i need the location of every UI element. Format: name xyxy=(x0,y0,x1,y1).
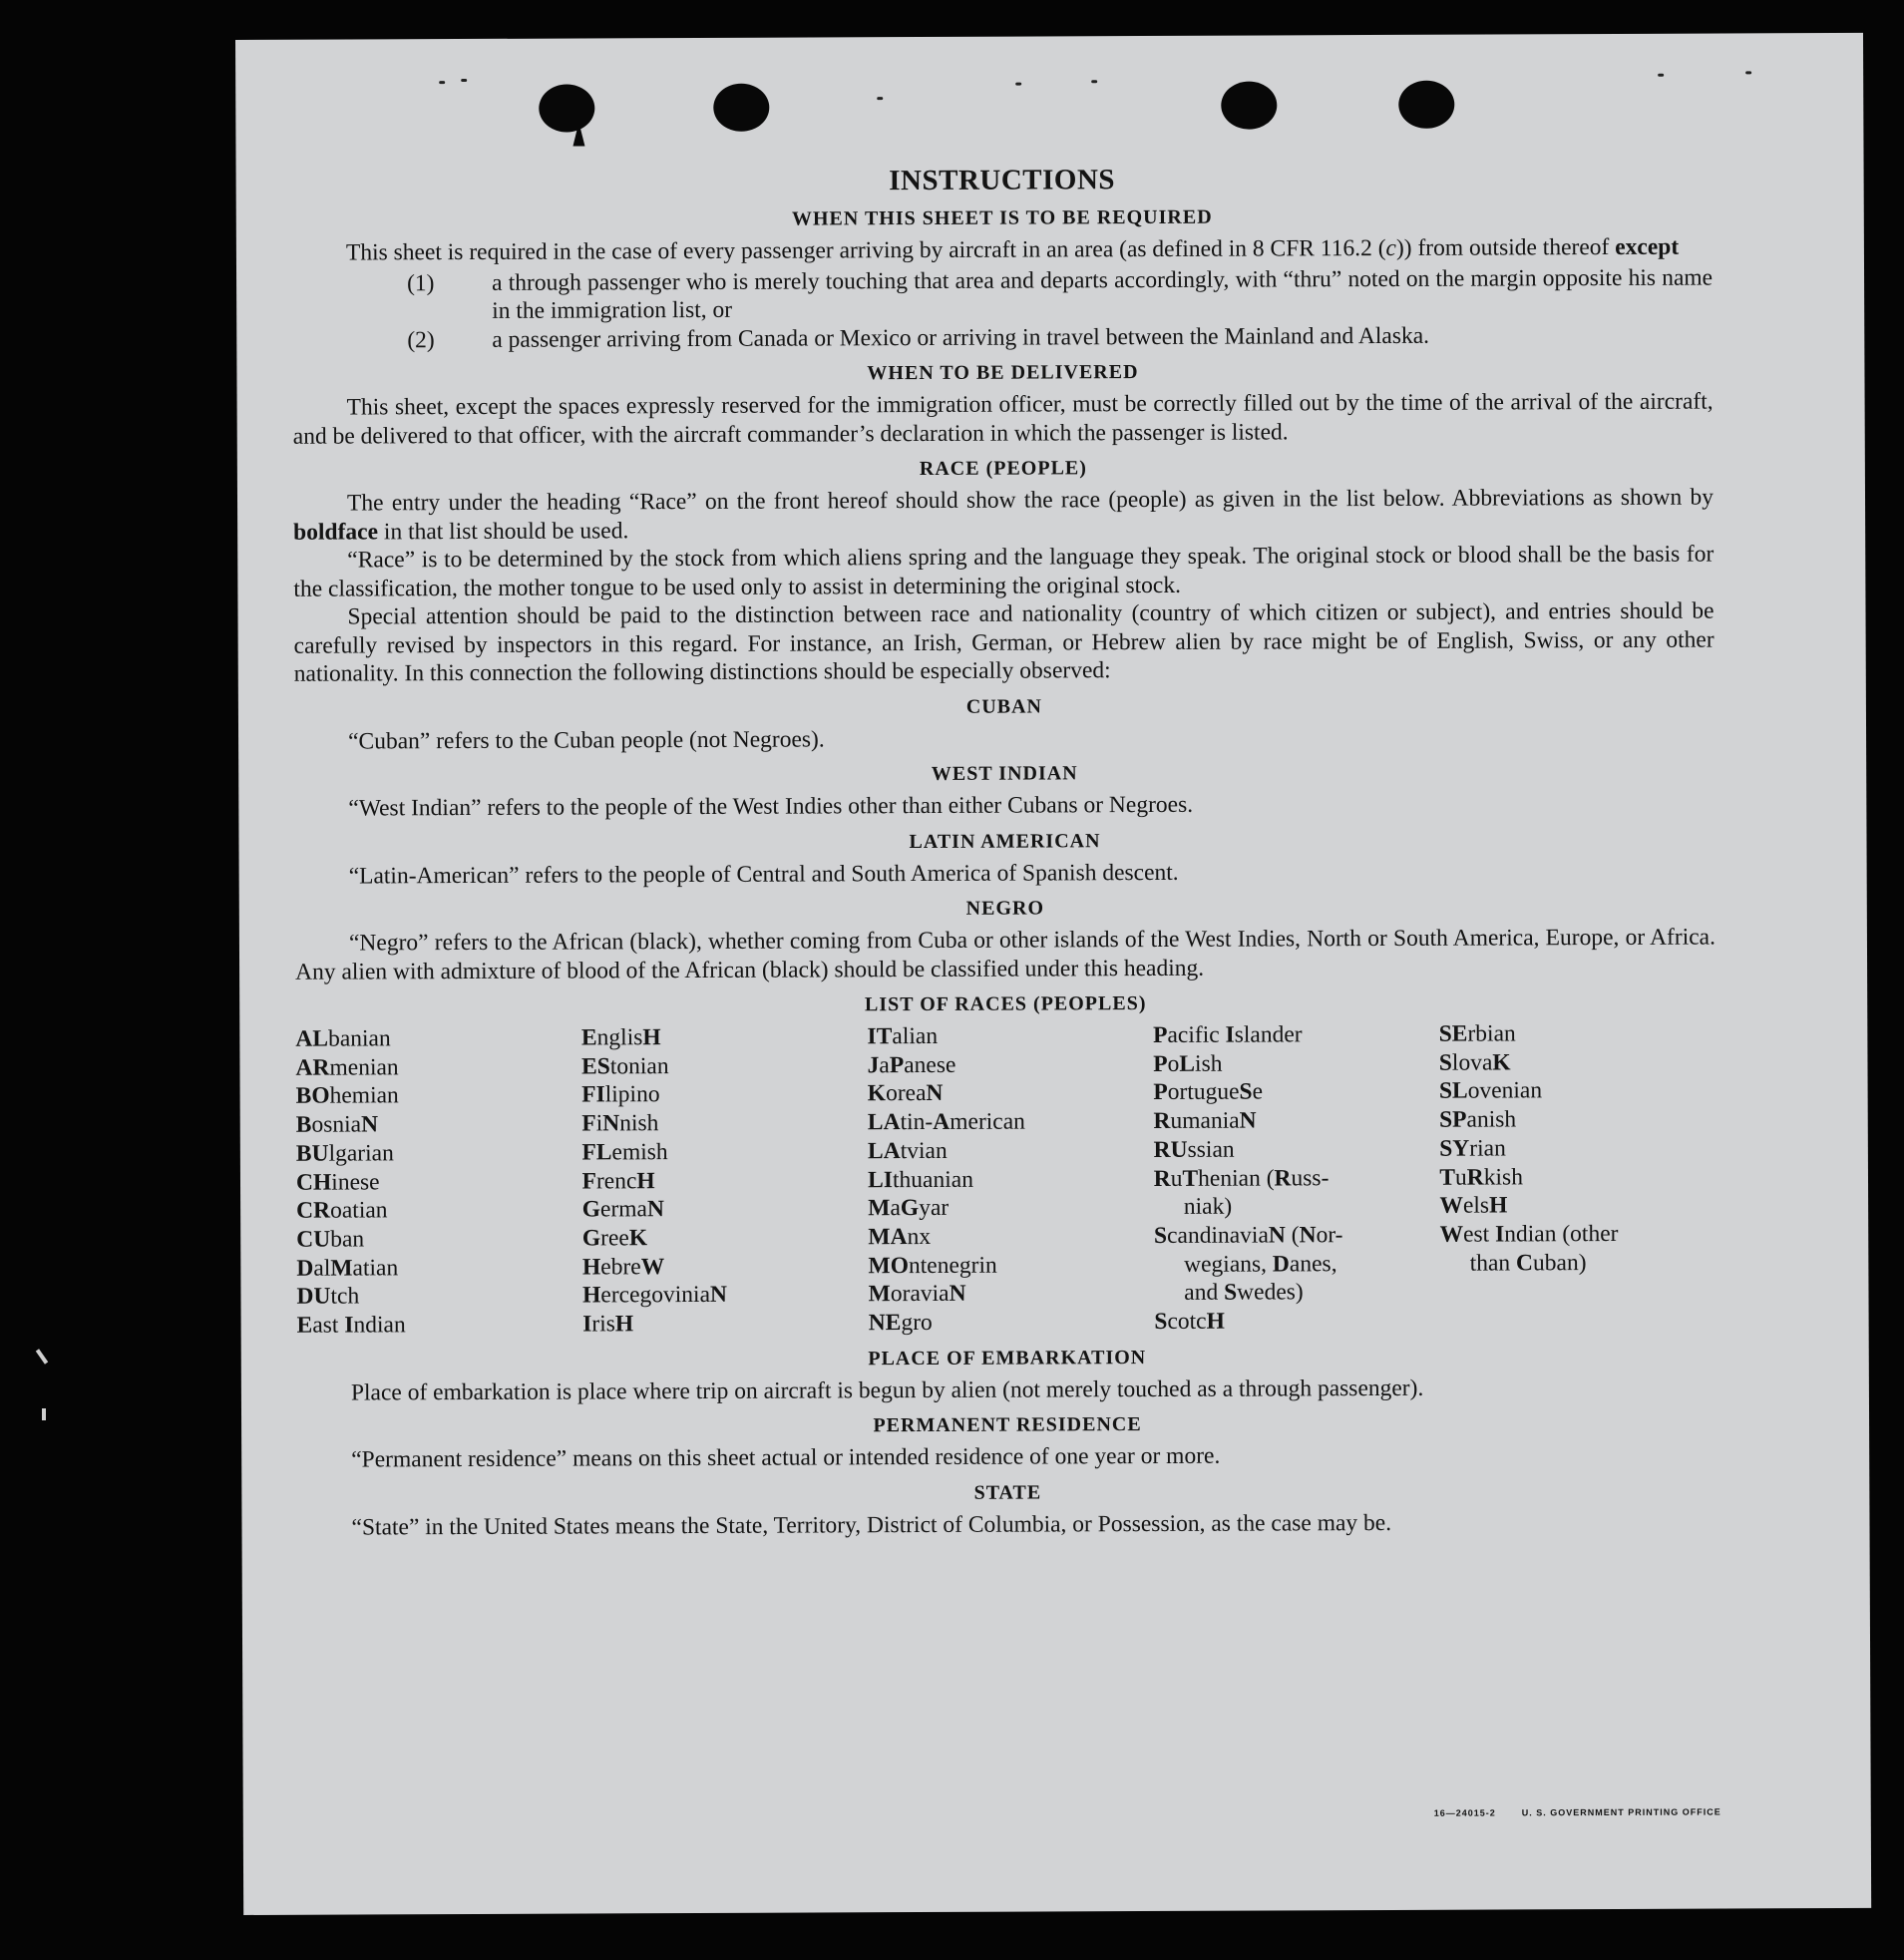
race-entry: LAtin-American xyxy=(867,1108,1025,1136)
speck xyxy=(1015,83,1021,86)
race-entry: ScotcH xyxy=(1154,1308,1225,1336)
section-heading-when-delivered: WHEN TO BE DELIVERED xyxy=(867,361,1139,385)
negro-definition: “Negro” refers to the African (black), whether coming from Cuba or other islands of the West Indies, North or South America, Europe, or Africa. Any alien with admixture of blood of the African (black) should be classified under this heading. xyxy=(295,924,1715,985)
race-entry: FrencH xyxy=(581,1167,655,1195)
punch-hole xyxy=(1221,81,1277,129)
races-column xyxy=(1439,1019,1717,1336)
speck xyxy=(877,97,883,100)
printer-imprint xyxy=(1408,1807,1721,1818)
section-heading-state: STATE xyxy=(973,1481,1042,1504)
speck xyxy=(1658,74,1664,77)
exception-item: (2) a passenger arriving from Canada or Mexico or arriving in travel between the Mainland and Alaska. xyxy=(407,322,1430,353)
printer-name: U. S. GOVERNMENT PRINTING OFFICE xyxy=(1521,1806,1721,1818)
race-paragraph: Special attention should be paid to the distinction between race and nationality (country of which citizen or subject), and entries should be carefully revised by inspectors in this regard. For instance, an Irish, German, or Hebrew alien by race might be of English, Swiss, or any other nationality. In this connection the following distinctions should be especially observed: xyxy=(293,597,1714,687)
scan-mark xyxy=(42,1408,46,1420)
race-entry: SErbian xyxy=(1438,1020,1516,1047)
race-entry: PortugueSe xyxy=(1153,1078,1264,1106)
race-entry: FIlipino xyxy=(581,1081,660,1108)
races-column xyxy=(1153,1020,1431,1337)
race-entry: RUssian xyxy=(1153,1136,1235,1163)
race-entry: DalMatian xyxy=(296,1254,399,1282)
races-column xyxy=(581,1022,860,1339)
section-heading-latin-american: LATIN AMERICAN xyxy=(909,829,1101,853)
section-heading-embarkation: PLACE OF EMBARKATION xyxy=(868,1346,1147,1370)
race-entry: KoreaN xyxy=(867,1080,944,1107)
race-entry: CUban xyxy=(296,1226,365,1253)
speck xyxy=(461,79,467,82)
section-heading-cuban: CUBAN xyxy=(965,694,1043,718)
document-content xyxy=(292,158,1718,1542)
residence-definition: “Permanent residence” means on this sheet actual or intended residence of one year or more. xyxy=(351,1442,1221,1473)
section-heading-race: RACE (PEOPLE) xyxy=(919,457,1087,481)
exception-item: (1) a through passenger who is merely touching that area and departs accordingly, with “thru” noted on the margin opposite his name in the immigration list, or xyxy=(407,264,1714,324)
punch-hole xyxy=(1398,81,1454,129)
race-entry: WelsH xyxy=(1439,1192,1508,1219)
race-entry: EnglisH xyxy=(580,1024,661,1051)
speck xyxy=(439,81,445,84)
races-list xyxy=(295,1019,1716,1341)
race-entry: ARmenian xyxy=(295,1053,399,1081)
race-entry: BosniaN xyxy=(295,1111,379,1138)
section-heading-negro: NEGRO xyxy=(965,897,1045,920)
race-paragraph: The entry under the heading “Race” on the front hereof should show the race (people) as given in the list below. Abbreviations as shown by boldface in that list should be used. xyxy=(293,484,1714,546)
when-delivered-text: This sheet, except the spaces expressly reserved for the immigration officer, must be correctly filled out by the time of the arrival of the aircraft, and be delivered to that officer, with the aircraft commander’s declaration in which the passenger is listed. xyxy=(292,388,1714,450)
race-entry: CRoatian xyxy=(296,1197,388,1224)
race-entry: GreeK xyxy=(581,1225,648,1252)
race-entry: RumaniaN xyxy=(1153,1107,1257,1135)
state-definition: “State” in the United States means the State, Territory, District of Columbia, or Possession, as the case may be. xyxy=(351,1509,1392,1541)
latin-american-definition: “Latin-American” refers to the people of Central and South America of Spanish descent. xyxy=(348,859,1179,890)
race-entry: MOntenegrin xyxy=(868,1252,997,1279)
cuban-definition: “Cuban” refers to the Cuban people (not Negroes). xyxy=(348,725,825,755)
section-heading-races-list: LIST OF RACES (PEOPLES) xyxy=(864,992,1147,1016)
race-entry: GermaN xyxy=(581,1196,665,1223)
document-page xyxy=(235,33,1871,1915)
speck xyxy=(1091,80,1097,83)
when-required-intro: This sheet is required in the case of every passenger arriving by aircraft in an area (as defined in 8 CFR 116.2 (c)) from outside thereof except xyxy=(345,233,1680,266)
races-column xyxy=(867,1021,1145,1338)
race-entry: JaPanese xyxy=(867,1051,956,1078)
speck xyxy=(1745,71,1751,74)
race-entry: IrisH xyxy=(582,1311,634,1338)
page-title: INSTRUCTIONS xyxy=(889,164,1116,197)
race-entry: East Indian xyxy=(296,1312,406,1339)
race-entry: SPanish xyxy=(1438,1106,1517,1133)
race-entry: ScandinaviaN (Nor- wegians, Danes, and Swedes) xyxy=(1153,1222,1343,1307)
form-number: 16—24015-2 xyxy=(1433,1807,1496,1818)
section-heading-residence: PERMANENT RESIDENCE xyxy=(873,1413,1142,1437)
race-entry: EStonian xyxy=(581,1052,669,1080)
section-heading-when-required: WHEN THIS SHEET IS TO BE REQUIRED xyxy=(791,205,1213,230)
race-entry: MoraviaN xyxy=(868,1281,966,1308)
scan-mark xyxy=(36,1349,48,1364)
races-column xyxy=(295,1024,573,1341)
race-entry: Pacific Islander xyxy=(1153,1021,1303,1048)
race-entry: MAnx xyxy=(868,1223,932,1251)
race-entry: BOhemian xyxy=(295,1082,399,1110)
race-entry: FiNnish xyxy=(581,1110,659,1137)
exceptions-list xyxy=(292,263,1713,355)
race-entry: ITalian xyxy=(867,1022,939,1050)
race-entry: HebreW xyxy=(581,1253,665,1281)
west-indian-definition: “West Indian” refers to the people of the West Indies other than either Cubans or Negroes. xyxy=(348,791,1194,822)
embarkation-definition: Place of embarkation is place where trip on aircraft is begun by alien (not merely touched as a through passenger). xyxy=(350,1374,1424,1406)
race-entry: RuThenian (Russ- niak) xyxy=(1153,1164,1330,1221)
race-entry: LIthuanian xyxy=(868,1166,973,1193)
race-entry: FLemish xyxy=(581,1138,668,1166)
race-entry: LAtvian xyxy=(867,1137,948,1165)
race-entry: West Indian (other than Cuban) xyxy=(1439,1220,1619,1277)
race-entry: SlovaK xyxy=(1438,1049,1511,1076)
punch-hole xyxy=(713,84,769,132)
race-entry: TuRkish xyxy=(1439,1163,1523,1191)
race-entry: ALbanian xyxy=(295,1025,391,1052)
race-entry: SLovenian xyxy=(1438,1077,1543,1105)
race-entry: MaGyar xyxy=(868,1195,950,1222)
punch-hole xyxy=(539,84,594,132)
race-entry: HercegoviniaN xyxy=(582,1282,728,1309)
race-entry: BUlgarian xyxy=(295,1140,394,1167)
race-entry: NEgro xyxy=(868,1309,933,1337)
race-entry: CHinese xyxy=(295,1168,380,1196)
race-entry: PoLish xyxy=(1153,1050,1223,1077)
race-entry: DUtch xyxy=(296,1283,360,1311)
race-paragraph: “Race” is to be determined by the stock from which aliens spring and the language they speak. The original stock or blood shall be the basis for the classification, the mother tongue to be used only to assist in determining the original stock. xyxy=(293,541,1714,602)
section-heading-west-indian: WEST INDIAN xyxy=(931,762,1078,785)
race-entry: SYrian xyxy=(1439,1135,1506,1162)
